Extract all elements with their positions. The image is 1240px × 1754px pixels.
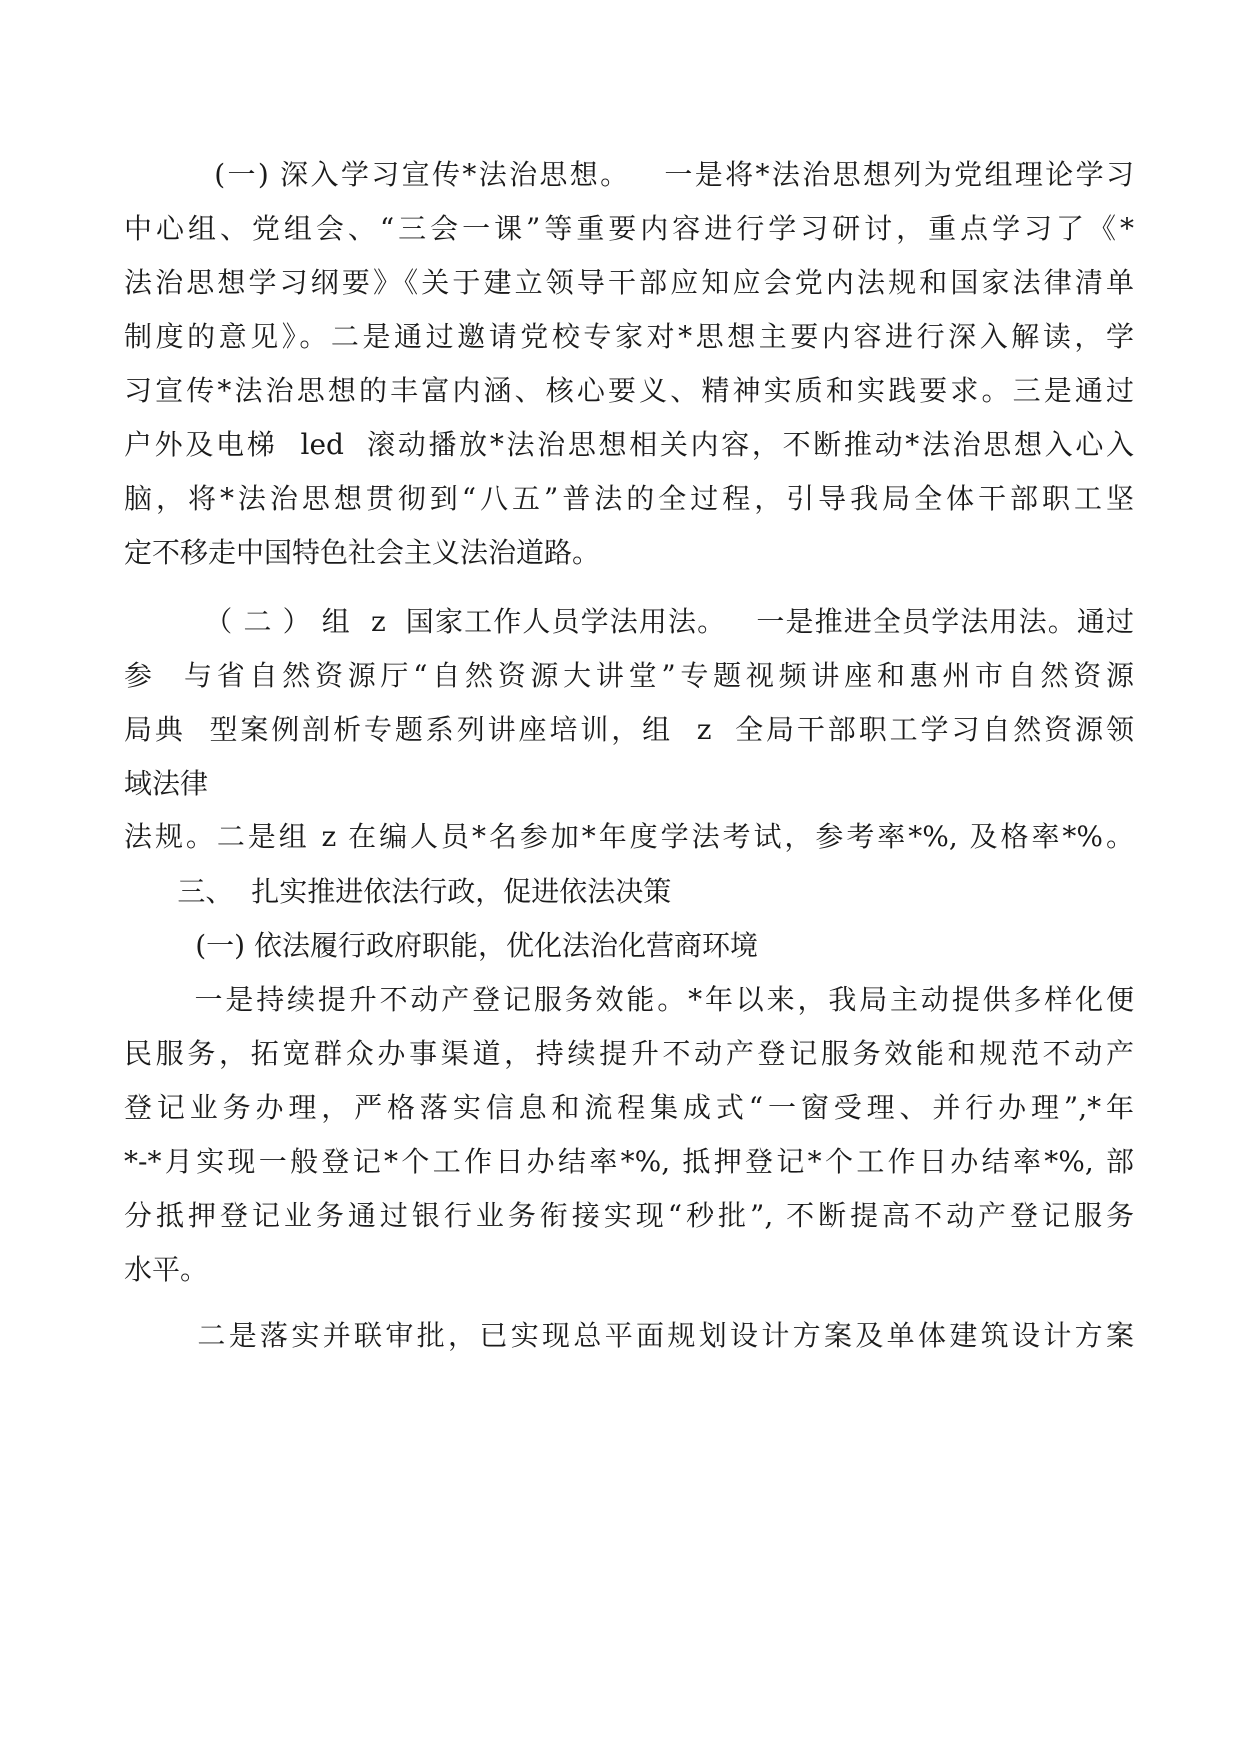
paragraph-line: 习宣传*法治思想的丰富内涵、核心要义、精神实质和实践要求。三是通过 bbox=[124, 374, 1134, 407]
paragraph-line: 户外及电梯 led 滚动播放*法治思想相关内容，不断推动*法治思想入心入 bbox=[124, 428, 1134, 461]
paragraph-line: 制度的意见》。二是通过邀请党校专家对*思想主要内容进行深入解读，学 bbox=[124, 320, 1134, 353]
paragraph-line: 一是持续提升不动产登记服务效能。*年以来，我局主动提供多样化便 bbox=[124, 983, 1134, 1016]
paragraph-line: 法规。二是组 z 在编人员*名参加*年度学法考试，参考率*%, 及格率*%。 bbox=[124, 820, 1134, 853]
paragraph-line: 民服务，拓宽群众办事渠道，持续提升不动产登记服务效能和规范不动产 bbox=[124, 1037, 1134, 1070]
paragraph-line: (一) 深入学习宣传*法治思想。 一是将*法治思想列为党组理论学习 bbox=[124, 158, 1134, 191]
paragraph-line: 水平。 bbox=[124, 1253, 209, 1286]
paragraph-line: 域法律 bbox=[124, 767, 209, 800]
paragraph-line: 脑，将*法治思想贯彻到“八五”普法的全过程，引导我局全体干部职工坚 bbox=[124, 482, 1134, 515]
paragraph-line: 定不移走中国特色社会主义法治道路。 bbox=[124, 536, 601, 569]
paragraph-line: 二是落实并联审批，已实现总平面规划设计方案及单体建筑设计方案 bbox=[124, 1319, 1134, 1352]
paragraph-line: 中心组、党组会、“三会一课”等重要内容进行学习研讨，重点学习了《* bbox=[124, 212, 1134, 245]
paragraph-line: 登记业务办理，严格落实信息和流程集成式“一窗受理、并行办理”,*年 bbox=[124, 1091, 1134, 1124]
paragraph-line: *-*月实现一般登记*个工作日办结率*%, 抵押登记*个工作日办结率*%, 部 bbox=[124, 1145, 1134, 1178]
paragraph-line: 法治思想学习纲要》《关于建立领导干部应知应会党内法规和国家法律清单 bbox=[124, 266, 1134, 299]
paragraph-line: 参 与省自然资源厅“自然资源大讲堂”专题视频讲座和惠州市自然资源 bbox=[124, 659, 1134, 692]
section-heading: 三、 扎实推进依法行政，促进依法决策 bbox=[124, 875, 672, 908]
subsection-heading: (一) 依法履行政府职能，优化法治化营商环境 bbox=[124, 929, 758, 962]
paragraph-line: （ 二 ） 组 z 国家工作人员学法用法。 一是推进全员学法用法。通过 bbox=[124, 605, 1134, 638]
paragraph-line: 局典 型案例剖析专题系列讲座培训，组 z 全局干部职工学习自然资源领 bbox=[124, 713, 1134, 746]
paragraph-line: 分抵押登记业务通过银行业务衔接实现“秒批”, 不断提高不动产登记服务 bbox=[124, 1199, 1134, 1232]
